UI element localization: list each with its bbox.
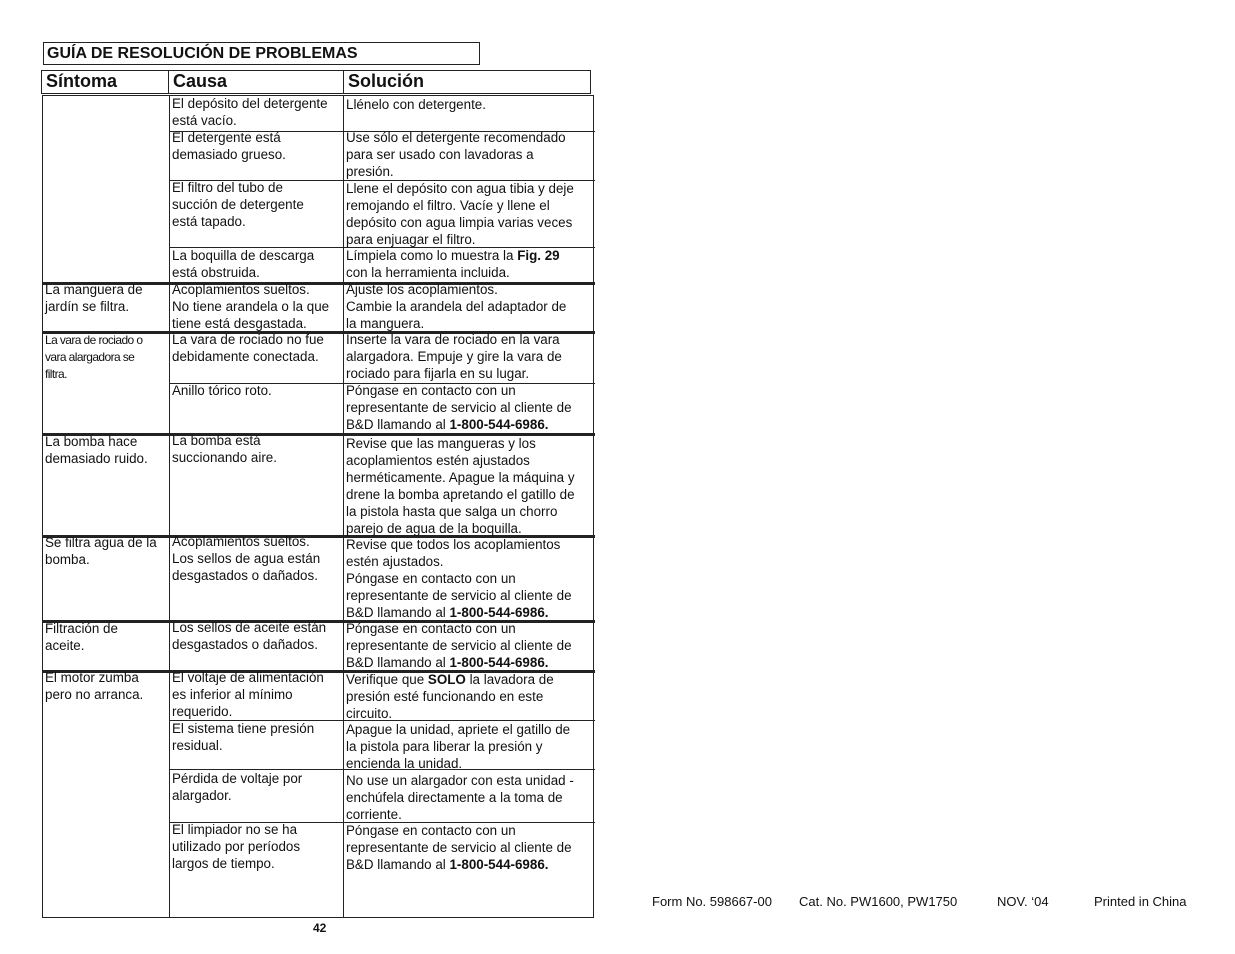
cause-cell: El sistema tiene presión residual. (172, 721, 315, 753)
symptom-cell: La bomba hace demasiado ruido. (45, 434, 148, 466)
solution-cell: Inserte la vara de rociado en la vara alargadora. Empuje y gire la vara de rociado para fijarla en su lugar. (346, 332, 562, 381)
print-date: NOV. ‘04 (997, 894, 1049, 909)
figure-reference: Fig. 29 (517, 248, 560, 263)
solo-emphasis: SOLO (427, 672, 466, 687)
solution-text: Límpiela como lo muestra la (346, 248, 518, 263)
phone-number: 1-800-544-6986. (449, 604, 549, 620)
cause-cell: La vara de rociado no fue debidamente conectada. (172, 332, 324, 364)
solution-cell: Apague la unidad, apriete el gatillo de la pistola para liberar la presión y encienda la unidad. (346, 722, 571, 771)
symptom-cell: Filtración de aceite. (45, 621, 118, 653)
symptom-cell: La vara de rociado o vara alargadora se filtra. (45, 333, 143, 381)
header-symptom: Síntoma (41, 70, 169, 94)
printed-location: Printed in China (1094, 894, 1187, 909)
solution-cell: Llénelo con detergente. (346, 97, 486, 112)
cause-cell: El voltaje de alimentación es inferior al mínimo requerido. (172, 670, 324, 719)
cause-cell: El detergente está demasiado grueso. (172, 130, 286, 162)
solution-cell (346, 537, 594, 622)
solution-text: Verifique que (346, 672, 428, 687)
solution-cell: Ajuste los acoplamientos. Cambie la arandela del adaptador de la manguera. (346, 282, 567, 331)
catalog-number: Cat. No. PW1600, PW1750 (799, 894, 958, 909)
symptom-cell: Se filtra agua de la bomba. (45, 535, 157, 567)
cause-cell: El filtro del tubo de succión de detergente está tapado. (172, 180, 304, 229)
solution-cell: Use sólo el detergente recomendado para ser usado con lavadoras a presión. (346, 130, 566, 179)
solution-cell: Llene el depósito con agua tibia y deje remojando el filtro. Vacíe y llene el depósito con agua limpia varias veces para enjuagar el filtro. (346, 181, 574, 247)
solution-cell (346, 248, 594, 282)
cause-cell: Los sellos de aceite están desgastados o dañados. (172, 620, 327, 652)
solution-cell (346, 823, 594, 874)
solution-cell: Revise que las mangueras y los acoplamientos estén ajustados herméticamente. Apague la máquina y drene la bomba apretando el gatillo de la pistola hasta que salga un chorro parejo de agua de la boquilla. (346, 436, 575, 536)
cause-cell: El depósito del detergente está vacío. (172, 96, 328, 128)
solution-text: Póngase en contacto con un representante de servicio al cliente de B&D llamando al (346, 621, 572, 670)
phone-number: 1-800-544-6986. (449, 416, 549, 432)
symptom-cell: El motor zumba pero no arranca. (45, 670, 144, 702)
solution-cell (346, 672, 594, 723)
cause-cell: El limpiador no se ha utilizado por períodos largos de tiempo. (172, 822, 301, 871)
solution-text: Póngase en contacto con un representante de servicio al cliente de B&D llamando al (346, 823, 572, 872)
solution-text: Revise que todos los acoplamientos estén ajustados. Póngase en contacto con un representante de servicio al cliente de B&D llamando al (346, 537, 572, 620)
solution-text: la lavadora de presión esté funcionando en este circuito. (346, 672, 554, 721)
solution-text: con la herramienta incluida. (346, 264, 510, 280)
column-divider (343, 96, 344, 918)
header-solution: Solución (343, 70, 591, 94)
cause-cell: La bomba está succionando aire. (172, 433, 277, 465)
solution-cell: No use un alargador con esta unidad - enchúfela directamente a la toma de corriente. (346, 773, 574, 822)
cause-cell: Acoplamientos sueltos. Los sellos de agua están desgastados o dañados. (172, 534, 321, 583)
page-title: GUÍA DE RESOLUCIÓN DE PROBLEMAS (43, 42, 480, 65)
solution-cell (346, 621, 594, 672)
symptom-cell: La manguera de jardín se filtra. (45, 282, 143, 314)
troubleshooting-table (42, 95, 594, 918)
phone-number: 1-800-544-6986. (449, 654, 549, 670)
phone-number: 1-800-544-6986. (449, 856, 549, 872)
cause-cell: La boquilla de descarga está obstruida. (172, 248, 315, 280)
header-cause: Causa (168, 70, 344, 94)
form-number: Form No. 598667-00 (652, 894, 772, 909)
cause-cell: Acoplamientos sueltos. No tiene arandela o la que tiene está desgastada. (172, 282, 330, 331)
solution-text: Póngase en contacto con un representante de servicio al cliente de B&D llamando al (346, 383, 572, 432)
column-divider (169, 96, 170, 918)
page-number: 42 (313, 921, 327, 935)
cause-cell: Pérdida de voltaje por alargador. (172, 771, 303, 803)
solution-cell (346, 383, 594, 434)
cause-cell: Anillo tórico roto. (172, 383, 272, 398)
